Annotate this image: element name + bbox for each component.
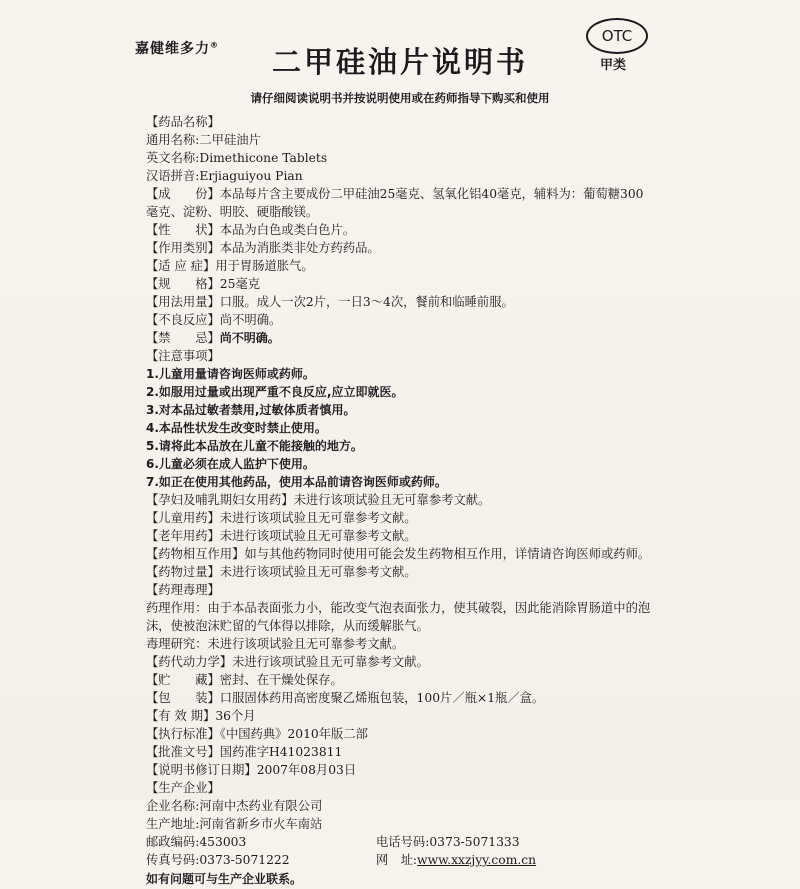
- overdose-label: 【药物过量】: [146, 565, 220, 579]
- storage-row: [146, 671, 676, 689]
- precaution-item: 2.如服用过量或出现严重不良反应,应立即就医。: [146, 385, 404, 399]
- composition-row-cont: [146, 203, 676, 221]
- composition-row: [146, 185, 676, 203]
- revision-label: 【说明书修订日期】: [146, 763, 257, 777]
- english-name-label: 英文名称:: [146, 151, 200, 165]
- spec-row: [146, 275, 676, 293]
- english-name-value: Dimethicone Tablets: [199, 151, 328, 165]
- address-value: 河南省新乡市火车南站: [199, 817, 323, 831]
- interactions-row: [146, 545, 676, 563]
- package-label: 【包 装】: [146, 691, 220, 705]
- postcode-field: [146, 833, 376, 851]
- adverse-value: 尚不明确。: [219, 313, 282, 327]
- pediatric-label: 【儿童用药】: [146, 511, 220, 525]
- section-drug-name: [146, 113, 676, 131]
- registered-mark: ®: [210, 40, 219, 50]
- standard-label: 【执行标准】: [146, 727, 220, 741]
- precautions-heading-row: [146, 347, 676, 365]
- pregnancy-label: 【孕妇及哺乳期妇女用药】: [146, 493, 294, 507]
- manufacturer-heading-row: [146, 779, 676, 797]
- pharmacokinetics-row: [146, 653, 676, 671]
- contact-footer: 如有问题可与生产企业联系。: [146, 872, 303, 886]
- precaution-item: 3.对本品过敏者禁用,过敏体质者慎用。: [146, 403, 356, 417]
- approval-value: 国药准字H41023811: [219, 745, 343, 759]
- website-label: 网 址:: [376, 853, 418, 867]
- fax-label: 传真号码:: [146, 853, 200, 867]
- interactions-value: 如与其他药物同时使用可能会发生药物相互作用，详情请咨询医师或药师。: [244, 547, 651, 561]
- address-row: [146, 815, 676, 833]
- document-title: 二甲硅油片说明书: [271, 45, 528, 79]
- contraindications-label: 【禁 忌】: [146, 331, 220, 345]
- indications-row: [146, 257, 676, 275]
- manufacturer-label: 【生产企业】: [146, 781, 220, 795]
- geriatric-row: [146, 527, 676, 545]
- composition-value-line2: 毫克、淀粉、明胶、硬脂酸镁。: [146, 205, 319, 219]
- leaflet-body: [146, 113, 676, 889]
- storage-label: 【贮 藏】: [146, 673, 220, 687]
- otc-badge: OTC: [586, 18, 648, 54]
- brand-name: 嘉健维多力: [135, 41, 210, 57]
- overdose-value: 未进行该项试验且无可靠参考文献。: [219, 565, 417, 579]
- phone-value: 0373-5071333: [429, 835, 520, 849]
- properties-value: 本品为白色或类白色片。: [219, 223, 356, 237]
- precaution-item: 6.儿童必须在成人监护下使用。: [146, 457, 315, 471]
- package-row: [146, 689, 676, 707]
- validity-value: 36个月: [215, 709, 256, 723]
- contraindications-row: [146, 329, 676, 347]
- composition-value-line1: 本品每片含主要成份二甲硅油25毫克、氢氧化铝40毫克，辅料为：葡萄糖300: [219, 187, 644, 201]
- pediatric-value: 未进行该项试验且无可靠参考文献。: [219, 511, 417, 525]
- reading-notice: 请仔细阅读说明书并按说明使用或在药师指导下购买和使用: [250, 91, 550, 105]
- address-label: 生产地址:: [146, 817, 200, 831]
- composition-label: 【成 份】: [146, 187, 220, 201]
- phone-field: [376, 833, 520, 851]
- precaution-item: 5.请将此本品放在儿童不能接触的地方。: [146, 439, 363, 453]
- dosage-value: 口服。成人一次2片，一日3～4次，餐前和临睡前服。: [219, 295, 514, 309]
- contraindications-value: 尚不明确。: [219, 331, 280, 345]
- pinyin-row: [146, 167, 676, 185]
- validity-row: [146, 707, 676, 725]
- website-field: [376, 851, 536, 869]
- pregnancy-value: 未进行该项试验且无可靠参考文献。: [293, 493, 491, 507]
- category-label: 【作用类别】: [146, 241, 220, 255]
- pharmacology-action-line2: 沫，使被泡沫贮留的气体得以排除，从而缓解胀气。: [146, 619, 429, 633]
- properties-row: [146, 221, 676, 239]
- drug-name-heading: 【药品名称】: [146, 115, 220, 129]
- indications-value: 用于胃肠道胀气。: [215, 259, 314, 273]
- pregnancy-row: [146, 491, 676, 509]
- category-value: 本品为消胀类非处方药药品。: [219, 241, 380, 255]
- approval-label: 【批准文号】: [146, 745, 220, 759]
- dosage-row: [146, 293, 676, 311]
- precautions-label: 【注意事项】: [146, 349, 220, 363]
- standard-value: 《中国药典》2010年版二部: [219, 727, 368, 741]
- validity-label: 【有 效 期】: [146, 709, 216, 723]
- properties-label: 【性 状】: [146, 223, 220, 237]
- overdose-row: [146, 563, 676, 581]
- pharmacokinetics-label: 【药代动力学】: [146, 655, 233, 669]
- website-link[interactable]: www.xxzjyy.com.cn: [417, 853, 537, 867]
- spec-label: 【规 格】: [146, 277, 220, 291]
- dosage-label: 【用法用量】: [146, 295, 220, 309]
- geriatric-label: 【老年用药】: [146, 529, 220, 543]
- pinyin-label: 汉语拼音:: [146, 169, 200, 183]
- fax-field: [146, 851, 376, 869]
- pediatric-row: [146, 509, 676, 527]
- category-row: [146, 239, 676, 257]
- fax-web-row: [146, 851, 676, 869]
- approval-row: [146, 743, 676, 761]
- pharmacology-label: 【药理毒理】: [146, 583, 220, 597]
- interactions-label: 【药物相互作用】: [146, 547, 245, 561]
- otc-class-label: 甲类: [600, 58, 627, 73]
- adverse-label: 【不良反应】: [146, 313, 220, 327]
- revision-row: [146, 761, 676, 779]
- postcode-value: 453003: [199, 835, 247, 849]
- postcode-phone-row: [146, 833, 676, 851]
- generic-name-label: 通用名称:: [146, 133, 200, 147]
- pharmacology-heading-row: [146, 581, 676, 599]
- indications-label: 【适 应 症】: [146, 259, 216, 273]
- company-name-value: 河南中杰药业有限公司: [199, 799, 323, 813]
- toxicology-line: 毒理研究：未进行该项试验且无可靠参考文献。: [146, 637, 405, 651]
- pinyin-value: Erjiaguiyou Pian: [199, 169, 303, 183]
- storage-value: 密封、在干燥处保存。: [219, 673, 343, 687]
- pharmacokinetics-value: 未进行该项试验且无可靠参考文献。: [232, 655, 429, 669]
- pharmacology-action-line1: 药理作用：由于本品表面张力小，能改变气泡表面张力，使其破裂，因此能消除胃肠道中的泡: [146, 601, 651, 615]
- english-name-row: [146, 149, 676, 167]
- fax-value: 0373-5071222: [199, 853, 290, 867]
- package-value: 口服固体药用高密度聚乙烯瓶包装，100片／瓶×1瓶／盒。: [219, 691, 545, 705]
- adverse-row: [146, 311, 676, 329]
- company-name-label: 企业名称:: [146, 799, 200, 813]
- generic-name-value: 二甲硅油片: [199, 133, 261, 147]
- phone-label: 电话号码:: [376, 835, 430, 849]
- generic-name-row: [146, 131, 676, 149]
- spec-value: 25毫克: [219, 277, 261, 291]
- precaution-item: 1.儿童用量请咨询医师或药师。: [146, 367, 315, 381]
- revision-value: 2007年08月03日: [256, 763, 357, 777]
- precaution-item: 4.本品性状发生改变时禁止使用。: [146, 421, 327, 435]
- postcode-label: 邮政编码:: [146, 835, 200, 849]
- precaution-item: 7.如正在使用其他药品，使用本品前请咨询医师或药师。: [146, 475, 447, 489]
- standard-row: [146, 725, 676, 743]
- geriatric-value: 未进行该项试验且无可靠参考文献。: [219, 529, 417, 543]
